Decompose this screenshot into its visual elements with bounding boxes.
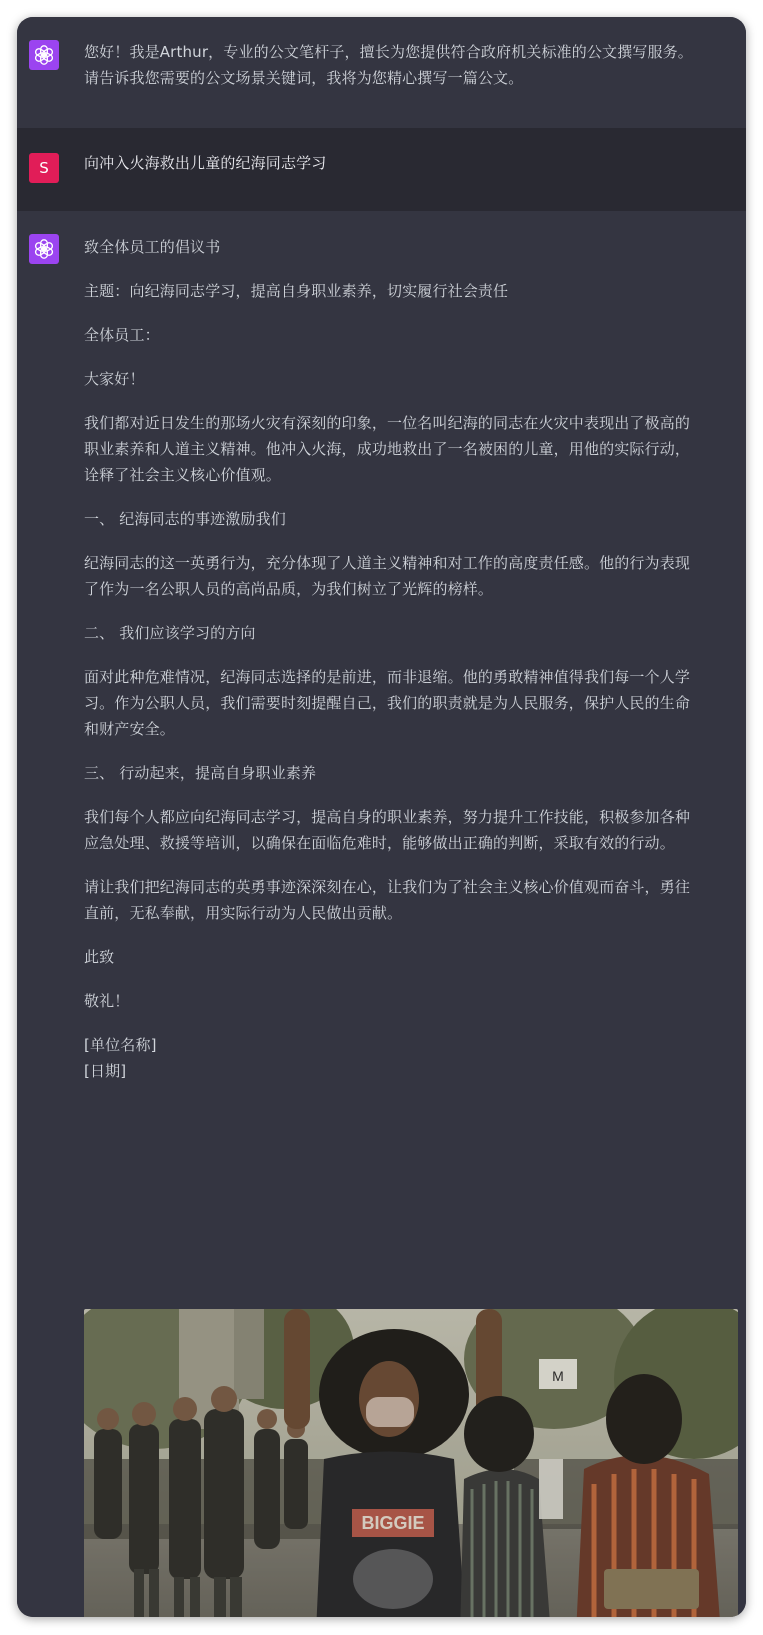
section1-heading: 一、 纪海同志的事迹激励我们 [84, 510, 286, 528]
user-prompt-text: 向冲入火海救出儿童的纪海同志学习 [84, 154, 327, 172]
section1-paragraph [84, 550, 738, 602]
user-avatar: S [29, 153, 59, 183]
section3-paragraph [84, 804, 738, 856]
paragraph-line: 诠释了社会主义核心价值观。 [84, 466, 281, 484]
paragraph-line: 习。作为公职人员，我们需要时刻提醒自己，我们的职责就是为人民服务，保护人民的生命 [84, 694, 691, 712]
reply-cizhi: 此致 [84, 948, 115, 966]
date-placeholder: [日期] [84, 1062, 127, 1080]
section3-heading: 三、 行动起来，提高自身职业素养 [84, 764, 317, 782]
openai-logo-icon [33, 44, 55, 66]
paragraph-line: 了作为一名公职人员的高尚品质，为我们树立了光辉的榜样。 [84, 580, 494, 598]
paragraph-line: 我们每个人都应向纪海同志学习，提高自身的职业素养，努力提升工作技能，积极参加各种 [84, 808, 691, 826]
closing-paragraph [84, 874, 738, 926]
assistant-avatar [29, 40, 59, 70]
reply-salutation: 全体员工： [84, 326, 160, 344]
shirt-print-text: BIGGIE [361, 1513, 425, 1533]
greeting-line: 请告诉我您需要的公文场景关键词，我将为您精心撰写一篇公文。 [84, 69, 524, 87]
reply-title: 致全体员工的倡议书 [84, 238, 221, 256]
paragraph-line: 我们都对近日发生的那场火灾有深刻的印象，一位名叫纪海的同志在火灾中表现出了极高的 [84, 414, 691, 432]
section2-heading: 二、 我们应该学习的方向 [84, 624, 256, 642]
section2-paragraph [84, 664, 738, 742]
openai-logo-icon [33, 238, 55, 260]
paragraph-line: 纪海同志的这一英勇行为，充分体现了人道主义精神和对工作的高度责任感。他的行为表现 [84, 554, 691, 572]
user-prompt-message [17, 128, 746, 211]
paragraph-line: 和财产安全。 [84, 720, 175, 738]
chat-window [17, 17, 746, 1617]
assistant-avatar [29, 234, 59, 264]
reply-greeting: 大家好！ [84, 370, 145, 388]
paragraph-line: 直前，无私奉献，用实际行动为人民做出贡献。 [84, 904, 403, 922]
protest-sign-text: M [552, 1368, 564, 1384]
greeting-text [84, 39, 738, 91]
reply-text [84, 234, 738, 1084]
reply-intro-paragraph [84, 410, 738, 488]
paragraph-line: 应急处理、救援等培训，以确保在面临危难时，能够做出正确的判断，采取有效的行动。 [84, 834, 675, 852]
protest-photo [84, 1309, 738, 1617]
assistant-reply-message [17, 211, 746, 1617]
paragraph-line: 请让我们把纪海同志的英勇事迹深深刻在心，让我们为了社会主义核心价值观而奋斗，勇往 [84, 878, 691, 896]
protest-photo-illustration [84, 1309, 738, 1617]
assistant-greeting-message [17, 17, 746, 128]
paragraph-line: 面对此种危难情况，纪海同志选择的是前进，而非退缩。他的勇敢精神值得我们每一个人学 [84, 668, 691, 686]
greeting-line: 您好！我是Arthur，专业的公文笔杆子，擅长为您提供符合政府机关标准的公文撰写服务。 [84, 43, 693, 61]
paragraph-line: 职业素养和人道主义精神。他冲入火海，成功地救出了一名被困的儿童，用他的实际行动， [84, 440, 691, 458]
reply-subject: 主题：向纪海同志学习，提高自身职业素养，切实履行社会责任 [84, 282, 509, 300]
reply-jingli: 敬礼！ [84, 992, 130, 1010]
org-placeholder: [单位名称] [84, 1036, 157, 1054]
